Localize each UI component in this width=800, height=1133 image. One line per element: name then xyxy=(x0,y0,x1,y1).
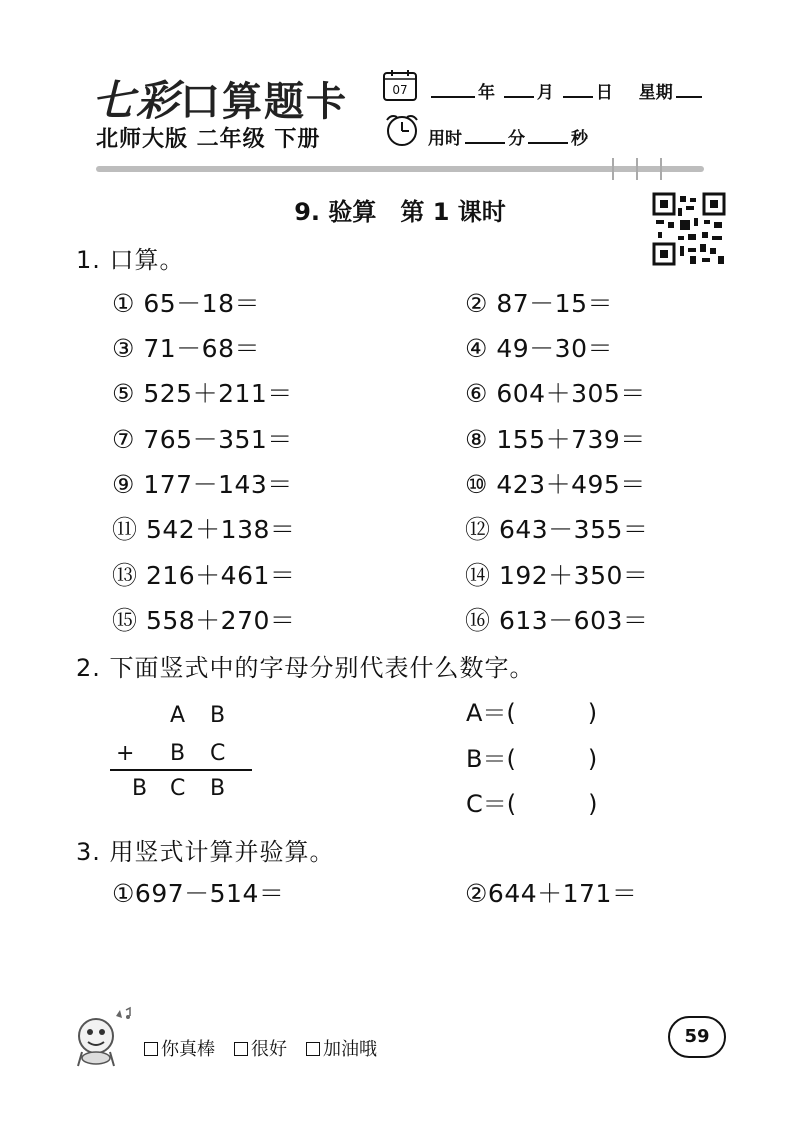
answer-blank-b[interactable]: B＝( ) xyxy=(466,745,598,773)
day-blank[interactable] xyxy=(563,82,593,98)
arithmetic-item: ⑮ 558＋270＝ xyxy=(112,606,296,635)
calendar-icon xyxy=(382,68,418,106)
checkbox[interactable] xyxy=(144,1042,158,1056)
minutes-blank[interactable] xyxy=(465,128,505,144)
lesson-title: 9. 验算 第 1 课时 xyxy=(294,198,506,226)
arithmetic-item: ⑥ 604＋305＝ xyxy=(465,379,646,408)
section1-heading: 1. 口算。 xyxy=(76,246,185,274)
rating-option-great[interactable] xyxy=(144,1035,215,1061)
arithmetic-item: ⑬ 216＋461＝ xyxy=(112,561,296,590)
arithmetic-item: ① 65－18＝ xyxy=(112,289,260,318)
arithmetic-item: ⑤ 525＋211＝ xyxy=(112,379,293,408)
arithmetic-item: ⑧ 155＋739＝ xyxy=(465,425,646,454)
vertical-digit: B xyxy=(210,703,226,728)
rating-option-good[interactable] xyxy=(234,1035,287,1061)
divider-tick xyxy=(636,158,638,180)
vertical-digit: B xyxy=(210,776,226,801)
arithmetic-item: ⑪ 542＋138＝ xyxy=(112,515,296,544)
divider-tick xyxy=(612,158,614,180)
rating-label: 很好 xyxy=(251,1039,287,1060)
second-label: 秒 xyxy=(571,129,588,149)
seconds-blank[interactable] xyxy=(528,128,568,144)
weekday-blank[interactable] xyxy=(676,82,702,98)
weekday-label: 星期 xyxy=(638,83,673,103)
section2-heading: 2. 下面竖式中的字母分别代表什么数字。 xyxy=(76,654,535,682)
year-blank[interactable] xyxy=(431,82,475,98)
month-blank[interactable] xyxy=(504,82,534,98)
month-label: 月 xyxy=(536,83,554,103)
vertical-calc-item: ②644＋171＝ xyxy=(465,879,638,908)
brand-prefix: 七彩 xyxy=(92,76,181,125)
page-number: 59 xyxy=(668,1016,726,1058)
arithmetic-item: ⑯ 613－603＝ xyxy=(465,606,649,635)
vertical-digit: C xyxy=(210,741,226,766)
divider-tick xyxy=(660,158,662,180)
arithmetic-item: ⑦ 765－351＝ xyxy=(112,425,293,454)
rating-option-keep-going[interactable] xyxy=(306,1035,377,1061)
time-line xyxy=(428,124,588,149)
rating-label: 加油哦 xyxy=(323,1039,377,1060)
arithmetic-item: ② 87－15＝ xyxy=(465,289,613,318)
vertical-digit: A xyxy=(170,703,186,728)
sum-line xyxy=(110,769,252,771)
answer-blank-a[interactable]: A＝( ) xyxy=(466,699,598,727)
checkbox[interactable] xyxy=(234,1042,248,1056)
answer-blank-c[interactable]: C＝( ) xyxy=(466,790,598,818)
calendar-day: 07 xyxy=(392,83,408,97)
arithmetic-item: ⑭ 192＋350＝ xyxy=(465,561,649,590)
section3-heading: 3. 用竖式计算并验算。 xyxy=(76,838,335,866)
vertical-digit: B xyxy=(170,741,186,766)
arithmetic-item: ⑫ 643－355＝ xyxy=(465,515,649,544)
checkbox[interactable] xyxy=(306,1042,320,1056)
arithmetic-item: ④ 49－30＝ xyxy=(465,334,613,363)
edition-label: 北师大版 二年级 下册 xyxy=(96,127,321,152)
vertical-digit: B xyxy=(132,776,148,801)
brand-main: 口算题卡 xyxy=(180,79,349,125)
alarm-clock-icon xyxy=(382,112,422,152)
time-label: 用时 xyxy=(428,129,462,149)
mascot-icon xyxy=(70,1006,136,1074)
arithmetic-item: ③ 71－68＝ xyxy=(112,334,260,363)
year-label: 年 xyxy=(478,83,495,103)
date-line xyxy=(428,78,705,103)
qr-code-icon[interactable] xyxy=(652,192,726,266)
vertical-digit: C xyxy=(170,776,186,801)
minute-label: 分 xyxy=(508,129,525,149)
plus-sign: + xyxy=(116,741,135,766)
arithmetic-item: ⑩ 423＋495＝ xyxy=(465,470,646,499)
vertical-calc-item: ①697－514＝ xyxy=(112,879,285,908)
brand-title xyxy=(92,68,348,128)
arithmetic-item: ⑨ 177－143＝ xyxy=(112,470,293,499)
day-label: 日 xyxy=(595,83,613,103)
rating-label: 你真棒 xyxy=(161,1039,215,1060)
